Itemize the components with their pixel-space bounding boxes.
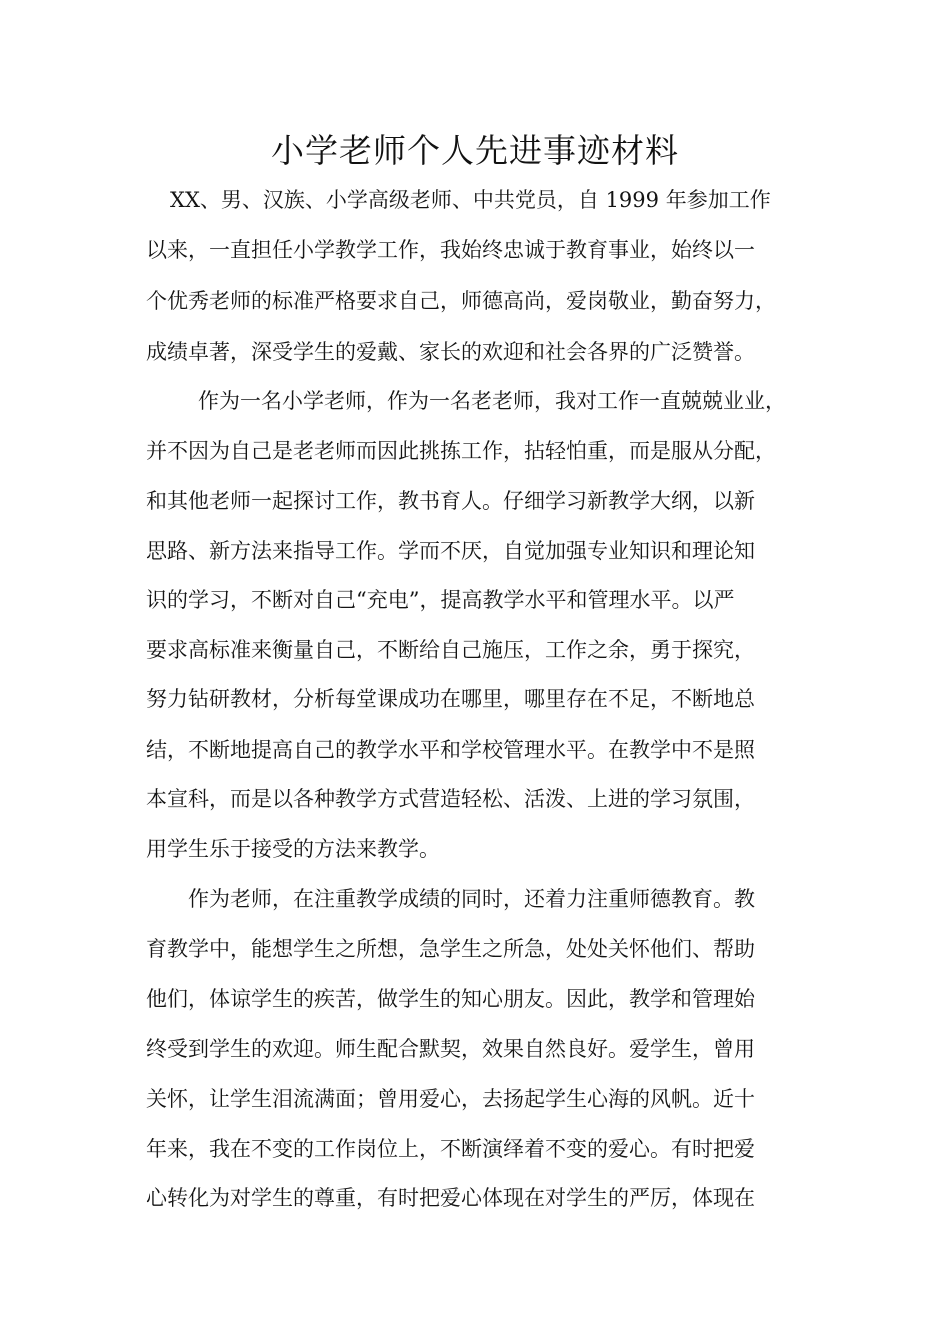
text-line-6: 并不因为自己是老老师而因此挑拣工作，拈轻怕重，而是服从分配， bbox=[146, 439, 776, 463]
text-line-18: 终受到学生的欢迎。师生配合默契，效果自然良好。爱学生，曾用 bbox=[146, 1037, 755, 1061]
text-line-20: 年来，我在不变的工作岗位上，不断演绎着不变的爱心。有时把爱 bbox=[146, 1137, 755, 1161]
text-line-5: 作为一名小学老师，作为一名老老师，我对工作一直兢兢业业， bbox=[198, 389, 786, 413]
text-line-16: 育教学中，能想学生之所想，急学生之所急，处处关怀他们、帮助 bbox=[146, 937, 755, 961]
text-line-10: 要求高标准来衡量自己，不断给自己施压，工作之余，勇于探究， bbox=[146, 638, 755, 662]
text-line-12: 结，不断地提高自己的教学水平和学校管理水平。在教学中不是照 bbox=[146, 738, 755, 762]
text-line-21: 心转化为对学生的尊重，有时把爱心体现在对学生的严厉，体现在 bbox=[146, 1186, 755, 1210]
text-line-3: 个优秀老师的标准严格要求自己，师德高尚，爱岗敬业，勤奋努力， bbox=[146, 289, 776, 313]
text-line-19: 关怀，让学生泪流满面；曾用爱心，去扬起学生心海的风帆。近十 bbox=[146, 1087, 755, 1111]
text-line-7: 和其他老师一起探讨工作，教书育人。仔细学习新教学大纲，以新 bbox=[146, 489, 755, 513]
text-line-11: 努力钻研教材，分析每堂课成功在哪里，哪里存在不足，不断地总 bbox=[146, 687, 755, 711]
text-line-2: 以来，一直担任小学教学工作，我始终忠诚于教育事业，始终以一 bbox=[146, 238, 755, 262]
text-line-1: XX、男、汉族、小学高级老师、中共党员，自 1999 年参加工作 bbox=[170, 188, 771, 212]
text-line-17: 他们，体谅学生的疾苦，做学生的知心朋友。因此，教学和管理始 bbox=[146, 987, 755, 1011]
document-title: 小学老师个人先进事迹材料 bbox=[271, 131, 679, 170]
text-line-9: 识的学习，不断对自己“充电”，提高教学水平和管理水平。以严 bbox=[146, 588, 735, 612]
text-line-13: 本宣科，而是以各种教学方式营造轻松、活泼、上进的学习氛围， bbox=[146, 787, 755, 811]
text-line-8: 思路、新方法来指导工作。学而不厌，自觉加强专业知识和理论知 bbox=[146, 539, 755, 563]
text-line-15: 作为老师，在注重教学成绩的同时，还着力注重师德教育。教 bbox=[188, 887, 755, 911]
text-line-14: 用学生乐于接受的方法来教学。 bbox=[146, 837, 440, 861]
text-line-4: 成绩卓著，深受学生的爱戴、家长的欢迎和社会各界的广泛赞誉。 bbox=[146, 340, 755, 364]
